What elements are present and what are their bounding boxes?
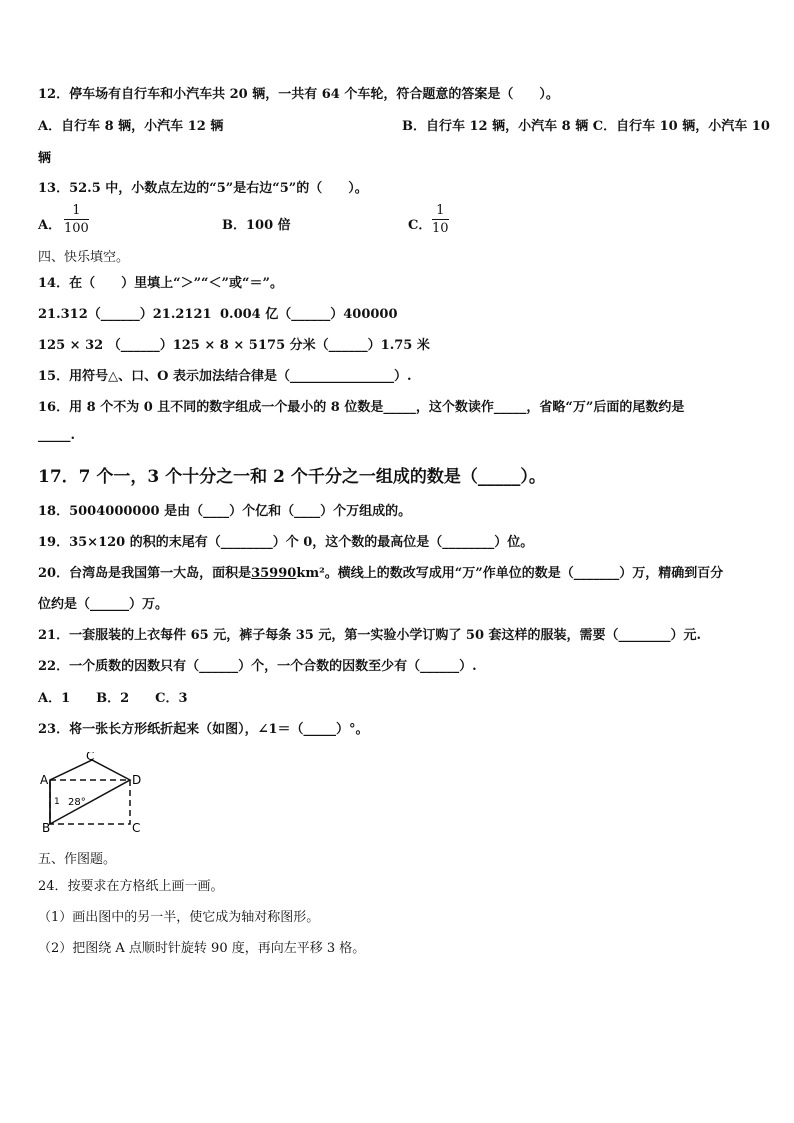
q12-stem: 12．停车场有自行车和小汽车共 20 辆，一共有 64 个车轮，符合题意的答案是（ ）。 — [38, 87, 559, 102]
fraction-numerator: 1 — [72, 203, 81, 218]
q14-row2-b: 175 分米（______）1.75 米 — [258, 338, 430, 353]
q24-part2: （2）把图绕 A 点顺时针旋转 90 度，再向左平移 3 格。 — [38, 941, 366, 956]
q22-stem: 22．一个质数的因数只有（______）个，一个合数的因数至少有（______）. — [38, 659, 477, 674]
q20-line1 — [38, 562, 723, 581]
q13-option-a-label: A． — [38, 218, 62, 233]
q13-option-c-fraction — [432, 203, 449, 236]
q24-part1: （1）画出图中的另一半，使它成为轴对称图形。 — [38, 910, 320, 925]
label-b: B — [42, 821, 51, 834]
label-a: A — [40, 773, 49, 787]
q15: 15．用符号△、口、O 表示加法结合律是（________________）. — [38, 369, 412, 384]
q18: 18．5004000000 是由（____）个亿和（____）个万组成的。 — [38, 504, 412, 519]
q16-line2: _____. — [38, 428, 76, 443]
fraction-denominator: 100 — [64, 221, 89, 236]
label-c: C — [132, 821, 141, 834]
q14-row2-a: 125 × 32 （______）125 × 8 × 5 — [38, 338, 258, 353]
q19: 19．35×120 的积的末尾有（________）个 0，这个数的最高位是（________）位。 — [38, 535, 534, 550]
q12-option-c-continued: 辆 — [38, 151, 52, 166]
q21: 21．一套服装的上衣每件 65 元，裤子每条 35 元，第一实验小学订购了 50 套这样的服装，需要（________）元. — [38, 628, 702, 643]
q13-option-b: B．100 倍 — [222, 218, 291, 233]
label-d: D — [132, 773, 142, 787]
fraction-bar — [432, 219, 449, 220]
fraction-bar — [64, 219, 89, 220]
q14-row1-b: 0.004 亿（______）400000 — [220, 307, 398, 322]
q13-option-c-label: C． — [408, 218, 432, 233]
q20-pre: 20．台湾岛是我国第一大岛，面积是 — [38, 566, 252, 581]
fraction-denominator: 10 — [432, 221, 449, 236]
q20-line2: 位约是（______）万。 — [38, 597, 169, 612]
q14-row1-a: 21.312（______）21.2121 — [38, 307, 212, 322]
q17: 17．7 个一，3 个十分之一和 2 个千分之一组成的数是（_____）。 — [38, 467, 546, 487]
folded-part — [50, 760, 130, 824]
q20-unit: km² — [296, 566, 325, 581]
label-c-folded: C — [86, 752, 95, 763]
section-4-heading: 四、快乐填空。 — [38, 250, 130, 265]
folded-rectangle-figure — [38, 752, 158, 834]
q20-post: 。横线上的数改写成用“万”作单位的数是（_______）万，精确到百分 — [324, 566, 724, 581]
q20-area: 35990 — [251, 566, 297, 581]
q16-line1: 16．用 8 个不为 0 且不同的数字组成一个最小的 8 位数是_____，这个数读作_____，省略“万”后面的尾数约是 — [38, 400, 685, 415]
fraction-numerator: 1 — [436, 203, 445, 218]
angle-1-label: 1 — [54, 797, 60, 807]
q24-stem: 24．按要求在方格纸上画一画。 — [38, 879, 224, 894]
section-5-heading: 五、作图题。 — [38, 852, 117, 867]
q12-option-bc: B．自行车 12 辆，小汽车 8 辆 C．自行车 10 辆，小汽车 10 — [402, 119, 770, 134]
q13-stem: 13．52.5 中，小数点左边的“5”是右边“5”的（ ）。 — [38, 181, 368, 196]
q22-options: A．1 B．2 C．3 — [38, 691, 188, 706]
q13-option-a-fraction — [64, 203, 89, 236]
q14-stem: 14．在（ ）里填上“＞”“＜”或“＝”。 — [38, 276, 283, 291]
q23-stem: 23．将一张长方形纸折起来（如图），∠1＝（_____）°。 — [38, 722, 369, 737]
q12-option-a: A．自行车 8 辆，小汽车 12 辆 — [38, 119, 224, 134]
angle-28-label: 28° — [68, 797, 86, 808]
